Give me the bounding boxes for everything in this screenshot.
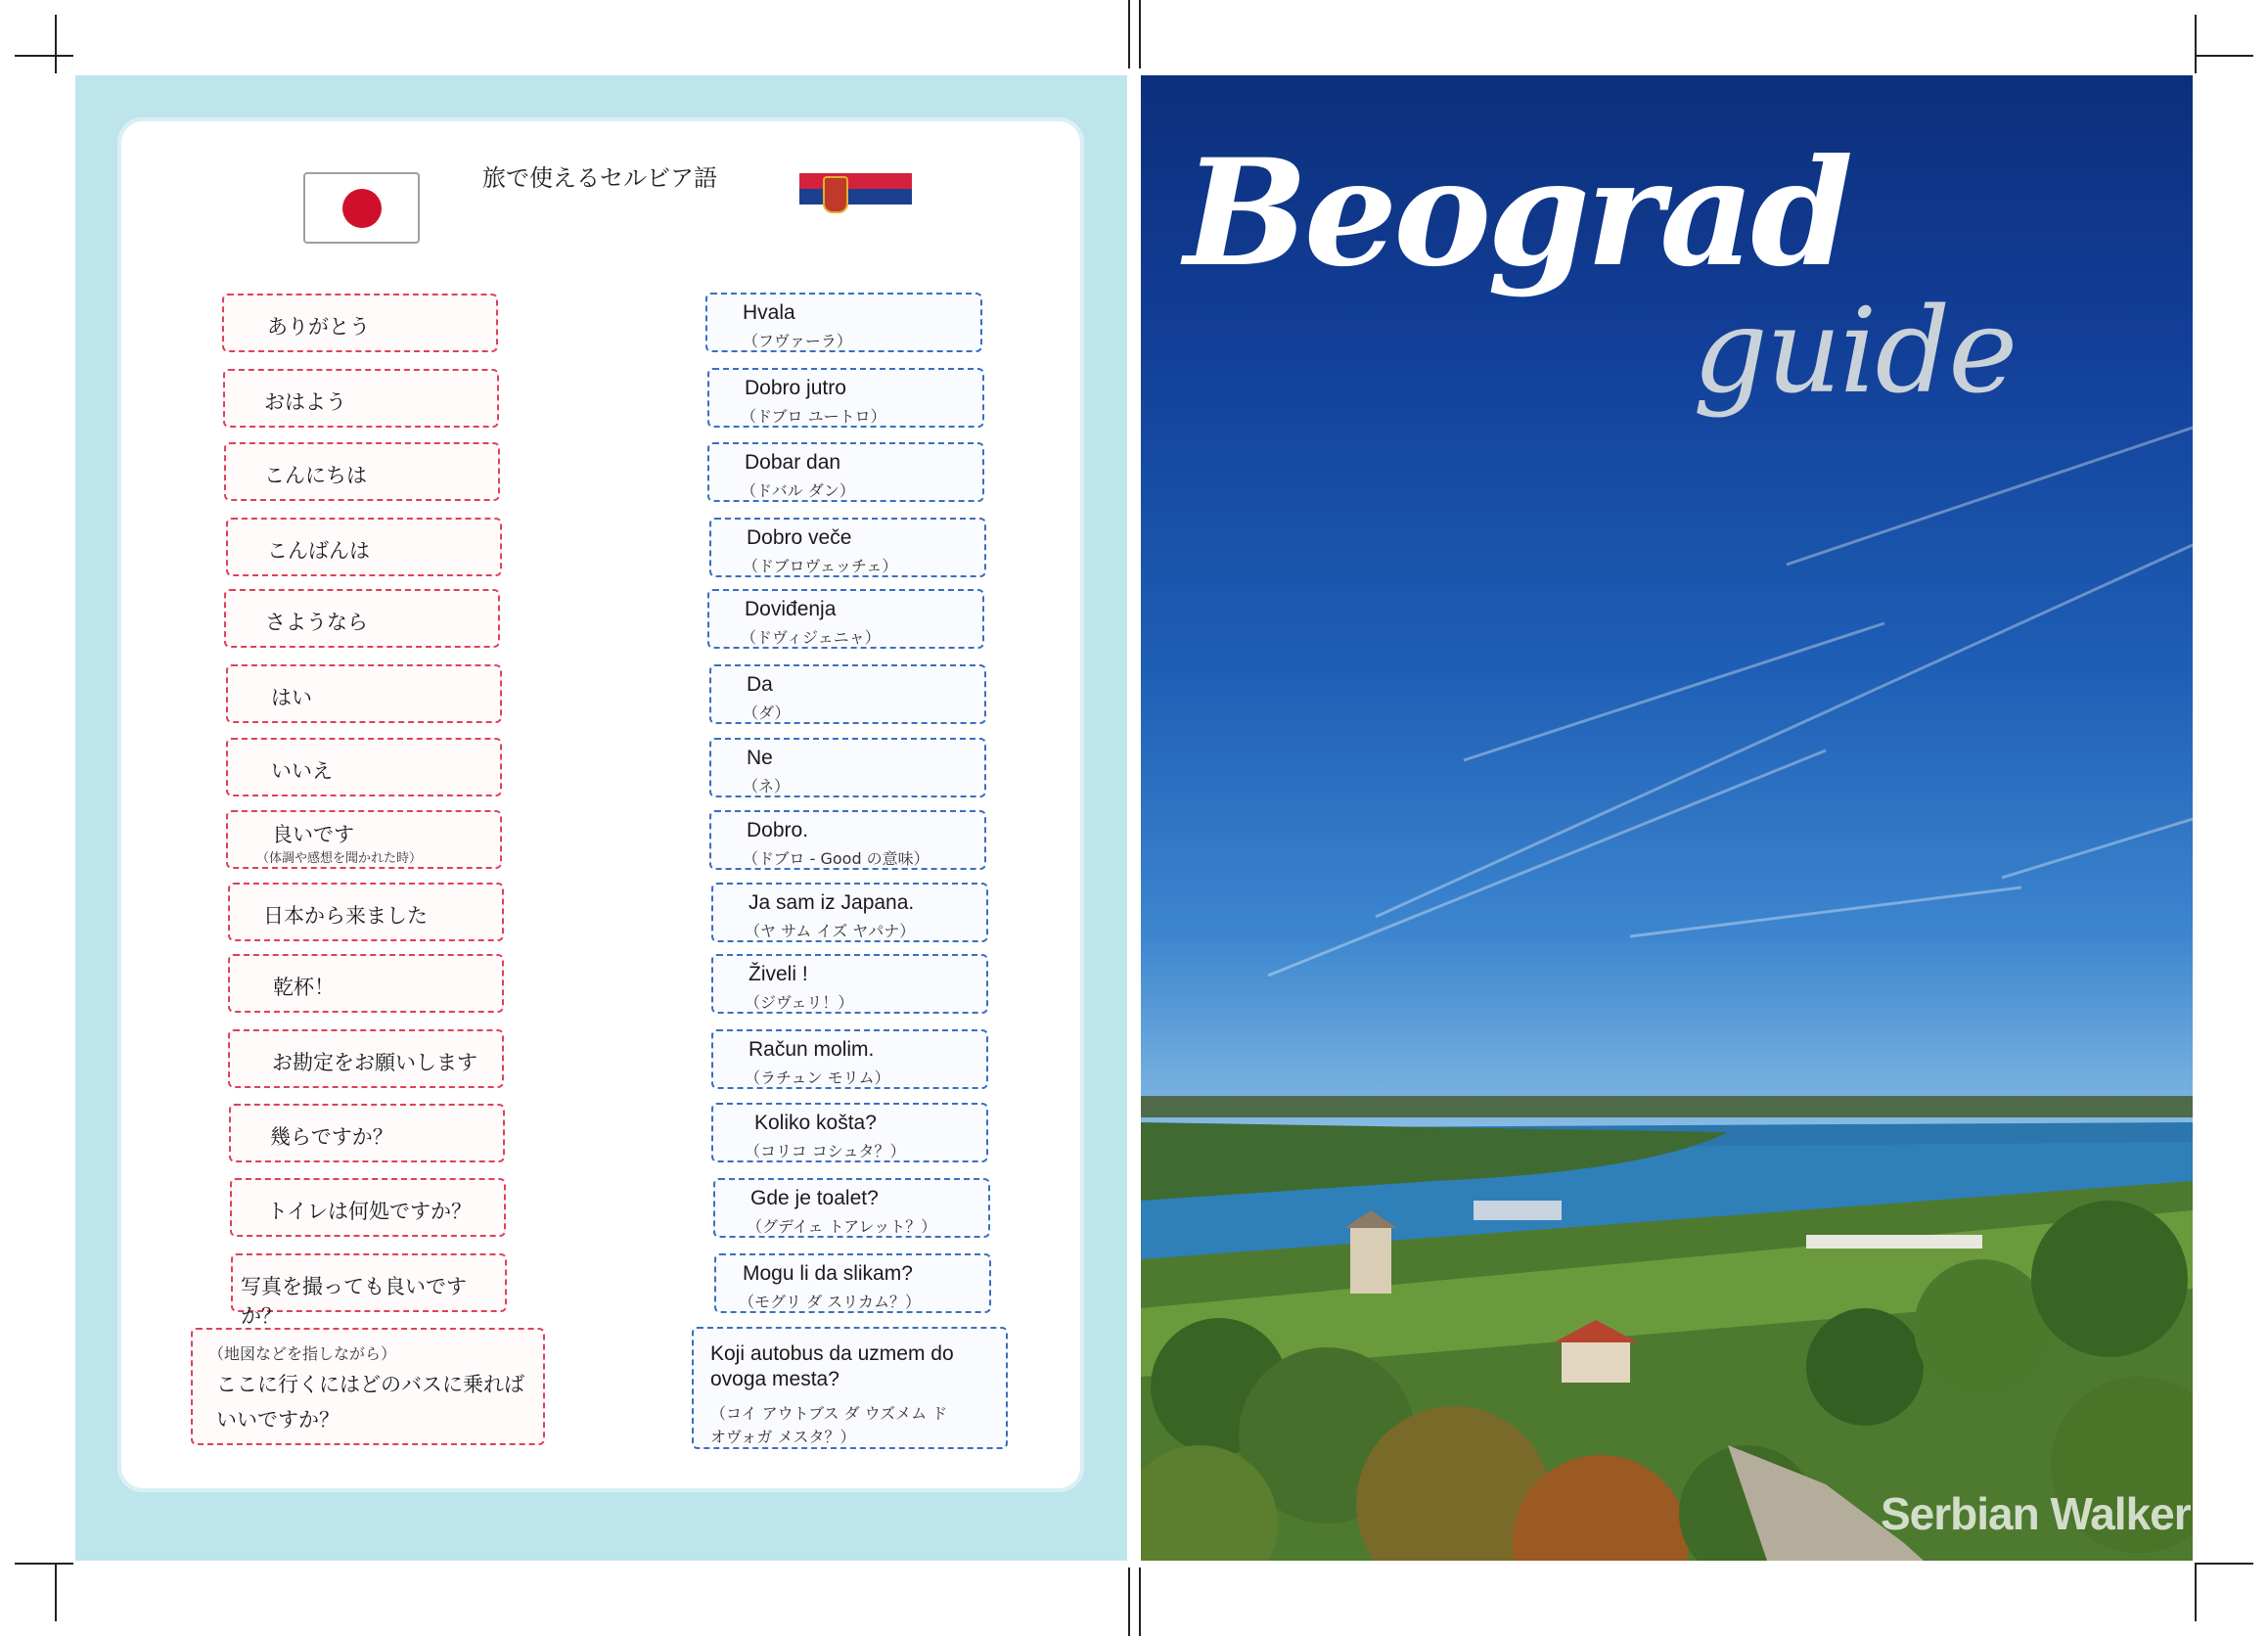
- serbian-phrase: [692, 1327, 1008, 1449]
- japanese-phrase: [226, 810, 502, 869]
- crop-mark: [1139, 0, 1141, 68]
- japanese-phrase-text: こんにちは: [264, 464, 367, 487]
- serbian-phrase-reading: オヴォガ メスタ？）: [710, 1428, 856, 1446]
- building: [1562, 1340, 1630, 1383]
- serbian-phrase: [709, 664, 986, 724]
- crop-mark: [2195, 55, 2253, 57]
- serbian-phrase: [711, 1029, 988, 1089]
- crop-mark: [1128, 0, 1130, 68]
- cover-subtitle: guide: [1693, 284, 2017, 420]
- serbian-phrase-reading: （ドブロヴェッチェ）: [743, 557, 898, 575]
- serbian-phrase-reading: （ダ）: [743, 704, 791, 722]
- japanese-phrase-text: いいですか？: [216, 1408, 340, 1432]
- japanese-phrase: [226, 518, 502, 576]
- crop-mark: [55, 15, 57, 73]
- contrails: [1268, 428, 2193, 976]
- serbian-phrase: [707, 442, 984, 502]
- crop-mark: [2195, 1563, 2253, 1565]
- serbian-phrase-reading: （モグリ ダ スリカム？）: [739, 1293, 922, 1311]
- crop-mark: [1139, 1568, 1141, 1636]
- japanese-phrase-text: おはよう: [264, 390, 346, 414]
- japanese-phrase: [224, 442, 500, 501]
- serbian-phrase-text: Živeli !: [748, 963, 808, 985]
- japanese-phrase: [191, 1328, 545, 1445]
- serbian-phrase: [711, 883, 988, 942]
- japanese-phrase: [226, 738, 502, 796]
- serbian-phrase-reading: （ドヴィジェニャ）: [741, 628, 881, 647]
- japanese-phrase-text: こんばんは: [267, 539, 370, 563]
- serbian-phrase-reading: （ドブロ - Good の意味）: [743, 849, 930, 868]
- japanese-phrase-text: 幾らですか？: [270, 1125, 393, 1149]
- serbian-phrase: [711, 954, 988, 1014]
- cover-title: Beograd: [1184, 127, 1850, 299]
- serbia-flag-icon: [799, 173, 912, 220]
- serbian-phrase-text: Račun molim.: [748, 1038, 875, 1061]
- serbian-phrase: [707, 368, 984, 428]
- coat-of-arms-icon: [823, 176, 848, 213]
- japanese-phrase-text: 乾杯！: [273, 976, 335, 999]
- crop-mark: [2195, 1563, 2197, 1621]
- serbian-phrase-text: Da: [747, 673, 773, 696]
- japanese-phrase: [228, 883, 504, 941]
- serbian-phrase: [709, 518, 986, 577]
- serbian-phrase-reading: （コリコ コシュタ？）: [745, 1142, 906, 1160]
- serbian-phrase: [711, 1103, 988, 1162]
- japanese-phrase-text: 日本から来ました: [263, 904, 428, 928]
- japanese-phrase-text: トイレは何処ですか？: [267, 1200, 472, 1223]
- japanese-phrase: [228, 954, 504, 1013]
- japanese-phrase: [224, 589, 500, 648]
- far-shore: [1141, 1096, 2193, 1117]
- japanese-phrase-text: お勘定をお願いします: [272, 1051, 477, 1074]
- japanese-phrase-note: （体調や感想を聞かれた時）: [256, 851, 423, 866]
- serbian-phrase-text: Dobro.: [747, 819, 809, 841]
- japanese-phrase-text: ありがとう: [267, 315, 370, 339]
- serbian-phrase: [705, 293, 982, 352]
- nebojsa-tower: [1350, 1225, 1391, 1294]
- crop-mark: [55, 1563, 57, 1621]
- japanese-phrase: [229, 1104, 505, 1162]
- serbian-phrase-text: Ja sam iz Japana.: [748, 891, 915, 914]
- japanese-phrase-text: 写真を撮っても良いですか？: [241, 1275, 467, 1328]
- japanese-phrase-text: さようなら: [265, 611, 368, 634]
- serbian-phrase-reading: （ネ）: [743, 777, 791, 795]
- japanese-phrase: [230, 1178, 506, 1237]
- japanese-phrase-note: （地図などを指しながら）: [208, 1344, 397, 1363]
- serbian-phrase-reading: （ドブロ ユートロ）: [741, 407, 886, 426]
- serbian-phrase-text: Dobro jutro: [745, 377, 846, 399]
- serbian-phrase-text: Dobar dan: [745, 451, 841, 474]
- japanese-phrase: [226, 664, 502, 723]
- japanese-phrase-text: ここに行くにはどのバスに乗れば: [216, 1373, 524, 1396]
- serbian-phrase-reading: （ラチュン モリム）: [745, 1068, 890, 1087]
- crop-mark: [2195, 15, 2197, 73]
- serbian-phrase-text: Mogu li da slikam?: [743, 1262, 913, 1285]
- serbian-phrase-reading: （ヤ サム イズ ヤパナ）: [745, 922, 916, 940]
- serbian-phrase: [707, 589, 984, 649]
- japan-flag-icon: [303, 172, 420, 244]
- serbian-phrase: [714, 1253, 991, 1313]
- serbian-phrase-text: Ne: [747, 747, 773, 769]
- serbian-phrase-text: Hvala: [743, 301, 795, 324]
- page-title: 旅で使えるセルビア語: [482, 164, 717, 192]
- serbian-phrase-reading: （コイ アウトブス ダ ウズメム ド: [710, 1404, 948, 1423]
- japanese-phrase-text: はい: [271, 686, 312, 709]
- serbian-phrase: [709, 738, 986, 797]
- japanese-phrase-text: 良いです: [272, 823, 354, 846]
- japanese-phrase: [231, 1253, 507, 1328]
- serbian-phrase-reading: （ジヴェリ！）: [745, 993, 854, 1012]
- serbian-phrase-text: ovoga mesta?: [710, 1368, 839, 1390]
- japanese-phrase-text: いいえ: [271, 759, 333, 783]
- serbian-phrase-reading: （ドバル ダン）: [741, 481, 855, 500]
- japanese-phrase: [223, 369, 499, 428]
- serbian-phrase-text: Koliko košta?: [754, 1112, 877, 1134]
- serbian-phrase-text: Dobro veče: [747, 526, 852, 549]
- serbian-phrase-text: Doviđenja: [745, 598, 837, 620]
- publisher-logo: Serbian Walker: [1881, 1488, 2191, 1539]
- serbian-phrase-text: Gde je toalet?: [750, 1187, 879, 1209]
- crop-mark: [15, 55, 73, 57]
- serbian-phrase: [709, 810, 986, 870]
- japanese-phrase: [222, 294, 498, 352]
- serbian-phrase-reading: （グデイェ トアレット？）: [747, 1217, 937, 1236]
- crop-mark: [1128, 1568, 1130, 1636]
- serbian-phrase-text: Koji autobus da uzmem do: [710, 1342, 954, 1365]
- crop-mark: [15, 1563, 73, 1565]
- serbian-phrase-reading: （フヴァーラ）: [743, 332, 852, 350]
- serbian-phrase: [713, 1178, 990, 1238]
- japanese-phrase: [228, 1029, 504, 1088]
